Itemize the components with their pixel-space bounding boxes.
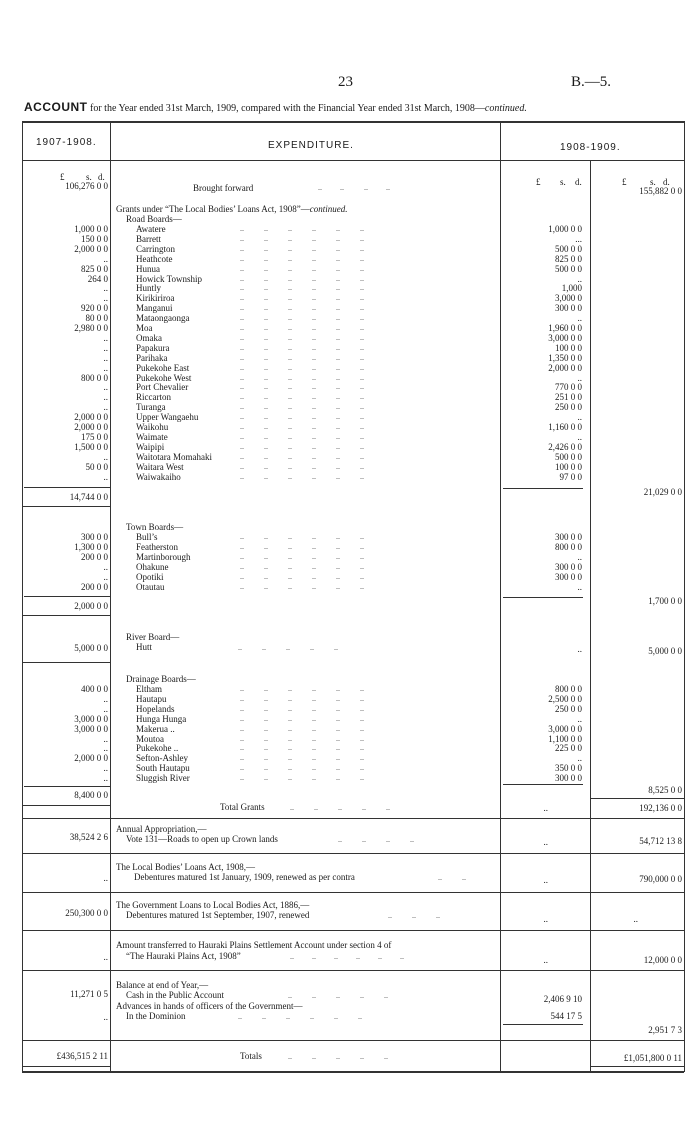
row-cur-amount: .. [577,713,582,724]
row-cur-amount: 300 0 0 [555,571,582,582]
dot-leader: .. .. .. .. .. .. [240,382,364,392]
road-total-cur: 21,029 0 0 [643,487,682,497]
totals-rule-cur [590,1066,684,1067]
row-name: Otautau [136,581,165,592]
balance-sum-rule [503,1024,583,1025]
row-name: Waipipi [136,441,165,452]
dot-leader: .. .. .. .. .. .. [240,352,364,362]
row-prev-amount: .. [103,561,108,572]
grants-heading-italic: continued. [309,204,348,214]
totals-prev: £436,515 2 11 [56,1051,108,1061]
dot-leader: .. .. .. .. .. .. [240,561,364,571]
dot-leader: .. .. .. .. .. [290,803,390,812]
annual-mid: .. [543,837,548,847]
row-cur-amount: .. [577,431,582,442]
annual-prev: 38,524 2 6 [69,832,108,842]
dot-leader: .. .. .. .. .. .. [240,293,364,303]
dot-leader: .. .. .. [388,911,440,920]
hauraki-line2: “The Hauraki Plains Act, 1908” [126,951,241,961]
prev-d: d. [98,172,105,182]
dot-leader: .. .. .. .. .. .. [240,243,364,253]
row-prev-amount: 2,000 0 0 [74,753,108,764]
row-prev-amount: 920 0 0 [81,303,108,314]
row-cur-amount: .. [577,753,582,764]
dot-leader: .. .. .. .. .. .. [240,451,364,461]
header-cur-year: 1908-1909. [560,142,621,153]
row-prev-amount: .. [103,471,108,482]
row-prev-amount: 400 0 0 [81,684,108,694]
row-cur-amount: 500 0 0 [555,451,582,462]
row-prev-amount: 800 0 0 [81,372,108,383]
loans1886-mid: .. [543,914,548,924]
row-cur-amount: 1,000 [561,283,582,294]
table-bottom-rule [22,1071,684,1073]
annual-cur: 54,712 13 8 [639,836,682,846]
balance-line2: Cash in the Public Account [126,990,224,1000]
dot-leader: .. .. .. .. .. .. [240,723,364,733]
row-cur-amount: .. [577,551,582,562]
grants-sum-rule [590,798,684,799]
row-name: Heathcote [136,253,173,264]
dot-leader: .. .. .. .. .. .. [240,253,364,263]
row-prev-amount: 2,000 0 0 [74,412,108,423]
section-rule [22,1040,684,1041]
section-rule [22,892,684,893]
balance-line4: In the Dominion [126,1011,186,1021]
town-total-prev: 2,000 0 0 [74,601,108,611]
section-rule [22,970,684,971]
totals-cur: £1,051,800 0 11 [623,1053,682,1063]
river-name: Hutt [136,642,153,652]
drainage-block-end-rule [22,805,110,806]
row-prev-amount: 200 0 0 [81,581,108,592]
dot-leader: .. .. .. .. .. .. [238,1012,362,1021]
row-name: Port Chevalier [136,382,189,393]
header-expenditure: EXPENDITURE. [268,140,354,151]
table-top-rule [22,121,684,123]
loans1886-prev: 250,300 0 0 [65,908,108,918]
row-cur-amount: 1,000 0 0 [548,224,582,234]
row-name: Pukekohe .. [136,743,179,754]
row-cur-amount: 3,000 0 0 [548,332,582,343]
dot-leader: .. .. .. .. .. .. [240,753,364,763]
loans1908-cur: 790,000 0 0 [639,874,682,884]
row-cur-amount: 225 0 0 [555,743,582,754]
dot-leader: .. .. .. .. [338,835,414,844]
title-lead: ACCOUNT [24,100,88,114]
dot-leader: .. .. .. .. .. .. [240,342,364,352]
dot-leader: .. .. .. .. .. .. [240,441,364,451]
dot-leader: .. .. .. .. .. .. [240,773,364,783]
dot-leader: .. .. .. .. .. .. [240,703,364,713]
row-name: Martinborough [136,551,191,562]
row-cur-amount: 2,500 0 0 [548,693,582,704]
prev-s: s. [86,172,92,182]
dot-leader: .. .. .. .. .. .. [240,372,364,382]
river-block-end-rule [22,662,110,663]
row-cur-amount: 800 0 0 [555,684,582,694]
row-cur-amount: 2,000 0 0 [548,362,582,373]
dot-leader: .. .. .. .. .. .. [240,743,364,753]
river-cur: .. [577,644,582,654]
row-name: Moutoa [136,733,164,744]
row-prev-amount: 1,000 0 0 [74,224,108,234]
brought-forward-prev: 106,276 0 0 [65,181,108,191]
title-italic: continued. [484,103,527,114]
dot-leader: .. .. .. .. .. .. [240,362,364,372]
row-cur-amount: 500 0 0 [555,263,582,274]
row-name: Parihaka [136,352,168,363]
road-subtotal-rule [24,487,110,488]
loans1908-line2: Debentures matured 1st January, 1909, renewed as per contra [134,872,355,882]
loans1908-prev: .. [103,873,108,883]
row-cur-amount: 350 0 0 [555,763,582,774]
row-prev-amount: 2,980 0 0 [74,323,108,333]
row-name: Hopelands [136,703,175,714]
town-block-end-rule [22,615,110,616]
dot-leader: .. .. .. .. .. .. [240,332,364,342]
row-prev-amount: .. [103,342,108,353]
road-cur-rule [503,488,583,489]
row-name: Sluggish River [136,773,190,784]
row-prev-amount: 2,000 0 0 [74,422,108,432]
balance-line3: Advances in hands of officers of the Government— [116,1001,303,1011]
river-total: 5,000 0 0 [648,646,682,656]
row-name: Riccarton [136,392,171,403]
river-board-heading: River Board— [126,632,180,642]
row-prev-amount: .. [103,402,108,413]
row-cur-amount: 100 0 0 [555,461,582,472]
col-rule-3 [590,160,591,1071]
balance-advances: 544 17 5 [550,1011,582,1021]
row-name: Ohakune [136,561,169,572]
balance-cur: 2,951 7 3 [648,1025,682,1035]
balance-prev: 11,271 0 5 [70,989,108,999]
row-prev-amount: .. [103,451,108,462]
row-cur-amount: 250 0 0 [555,402,582,413]
row-name: Hautapu [136,693,167,704]
dot-leader: .. .. .. .. .. .. [290,952,404,961]
row-cur-amount: 1,100 0 0 [548,733,582,744]
row-prev-amount: 150 0 0 [81,233,108,244]
balance-line1: Balance at end of Year,— [116,980,209,990]
row-prev-amount: 2,000 0 0 [74,243,108,254]
total-grants-cur: 192,136 0 0 [639,803,682,813]
dot-leader: .. .. .. .. .. .. [240,551,364,561]
row-name: Papakura [136,342,170,353]
grants-heading [116,204,348,214]
dot-leader: .. .. .. .. .. .. [240,412,364,422]
drainage-cur-rule [503,784,583,785]
row-name: Eltham [136,684,162,694]
row-prev-amount: .. [103,392,108,403]
grants-heading-text: Grants under “The Local Bodies’ Loans Act, 1908”— [116,204,310,214]
drainage-boards-heading: Drainage Boards— [126,674,196,684]
prev-l: £ [60,172,65,182]
drainage-subtotal-rule [24,786,110,787]
town-boards-heading: Town Boards— [126,522,184,532]
row-name: South Hautapu [136,763,190,774]
row-name: Mataongaonga [136,313,190,324]
row-name: Featherston [136,541,178,552]
dot-leader: .. .. [438,873,466,882]
row-cur-amount: ... [575,233,582,244]
dot-leader: .. .. .. .. .. .. [240,461,364,471]
balance-cash: 2,406 9 10 [543,994,582,1004]
row-name: Moa [136,323,153,333]
row-prev-amount: 200 0 0 [81,551,108,562]
row-name: Turanga [136,402,166,413]
row-cur-amount: 100 0 0 [555,342,582,353]
loans1908-mid: .. [543,875,548,885]
row-name: Waiwakaiho [136,471,181,482]
row-cur-amount: .. [577,412,582,423]
dot-leader: .. .. .. .. .. .. [240,763,364,773]
dot-leader: .. .. .. .. .. .. [240,263,364,273]
dot-leader: .. .. .. .. .. .. [240,693,364,703]
row-prev-amount: 50 0 0 [85,461,108,472]
road-block-end-rule [22,506,110,507]
hauraki-mid: .. [543,955,548,965]
row-cur-amount: 770 0 0 [555,382,582,393]
row-name: Omaka [136,332,162,343]
row-name: Makerua .. [136,723,175,734]
row-name: Awatere [136,224,166,234]
row-cur-amount: 300 0 0 [555,303,582,314]
row-name: Bull’s [136,532,158,542]
dot-leader: .. .. .. .. .. .. [240,303,364,313]
header-rule [22,160,684,161]
row-prev-amount: 3,000 0 0 [74,723,108,734]
dot-leader: .. .. .. .. .. .. [240,541,364,551]
account-title [24,100,527,114]
row-name: Carrington [136,243,175,254]
row-cur-amount: 300 0 0 [555,532,582,542]
row-prev-amount: .. [103,253,108,264]
row-name: Waikohu [136,422,169,432]
row-prev-amount: .. [103,332,108,343]
totals-rule-prev [22,1066,110,1067]
row-cur-amount: .. [577,273,582,284]
river-prev: 5,000 0 0 [74,643,108,653]
row-prev-amount: 1,500 0 0 [74,441,108,452]
dot-leader: .. .. .. .. .. .. [240,313,364,323]
loans1886-line1: The Government Loans to Local Bodies Act, 1886,— [116,900,310,910]
row-name: Huntly [136,283,162,294]
loans1886-cur: .. [633,914,638,924]
row-name: Barrett [136,233,161,244]
row-prev-amount: .. [103,763,108,774]
row-name: Waitotara Momahaki [136,451,212,462]
row-cur-amount: 251 0 0 [555,392,582,403]
total-grants-label: Total Grants [220,802,265,812]
row-prev-amount: .. [103,693,108,704]
mid-d: d. [575,177,582,187]
drainage-total-prev: 8,400 0 0 [74,790,108,800]
row-name: Pukekohe East [136,362,190,373]
row-cur-amount: 1,960 0 0 [548,323,582,333]
dot-leader: .. .. .. .. .. .. [240,733,364,743]
row-prev-amount: .. [103,293,108,304]
cur-l: £ [622,177,627,187]
row-cur-amount: 800 0 0 [555,541,582,552]
row-cur-amount: 97 0 0 [559,471,582,482]
row-cur-amount: 500 0 0 [555,243,582,254]
brought-forward-label: Brought forward [193,183,254,193]
row-prev-amount: .. [103,733,108,744]
section-rule [22,818,684,819]
dot-leader: .. .. .. .. .. .. [240,422,364,431]
town-subtotal-rule [24,596,110,597]
dot-leader: .. .. .. .. .. .. [240,532,364,541]
row-cur-amount: 1,350 0 0 [548,352,582,363]
page-code: B.—5. [571,74,612,90]
row-name: Waimate [136,431,168,442]
cur-s: s. [650,177,656,187]
hauraki-cur: 12,000 0 0 [643,955,682,965]
dot-leader: .. .. .. .. .. [288,991,388,1000]
town-cur-rule [503,597,583,598]
row-cur-amount: 300 0 0 [555,773,582,784]
loans1886-line2: Debentures matured 1st September, 1907, renewed [126,910,310,920]
hauraki-prev: .. [103,952,108,962]
row-prev-amount: .. [103,352,108,363]
row-name: Howick Township [136,273,202,284]
row-prev-amount: 175 0 0 [81,431,108,442]
row-prev-amount: 825 0 0 [81,263,108,274]
row-prev-amount: .. [103,362,108,373]
dot-leader: .. .. .. .. .. [288,1052,388,1061]
dot-leader: .. .. .. .. .. .. [240,431,364,441]
row-name: Waitara West [136,461,184,472]
row-cur-amount: .. [577,313,582,324]
row-prev-amount: .. [103,743,108,754]
drainage-total-cur: 8,525 0 0 [648,785,682,795]
dot-leader: .. .. .. .. .. .. [240,283,364,293]
row-name: Pukekohe West [136,372,192,383]
dot-leader: .. .. .. .. [318,183,390,192]
row-name: Hunga Hunga [136,713,187,724]
row-name: Opotiki [136,571,164,582]
page-number: 23 [338,74,353,90]
row-prev-amount: .. [103,382,108,393]
loans1908-line1: The Local Bodies’ Loans Act, 1908,— [116,862,256,872]
annual-line2: Vote 131—Roads to open up Crown lands [126,834,278,844]
row-name: Hunua [136,263,160,274]
cur-d: d. [663,177,670,187]
brought-forward-cur: 155,882 0 0 [639,186,682,196]
dot-leader: .. .. .. .. .. .. [240,273,364,283]
section-rule [22,930,684,931]
totals-label: Totals [240,1051,262,1061]
row-prev-amount: .. [103,283,108,294]
dot-leader: .. .. .. .. .. .. [240,392,364,402]
row-name: Sefton-Ashley [136,753,188,764]
row-prev-amount: .. [103,571,108,582]
road-boards-heading: Road Boards— [126,214,182,224]
row-cur-amount: 300 0 0 [555,561,582,572]
dot-leader: .. .. .. .. .. [238,643,338,652]
town-total-cur: 1,700 0 0 [648,596,682,606]
table-right-border [684,121,685,1072]
title-rest: for the Year ended 31st March, 1909, compared with the Financial Year ended 31st March, 1908— [87,103,485,114]
mid-l: £ [536,177,541,187]
row-cur-amount: .. [577,581,582,592]
row-cur-amount: 1,160 0 0 [548,422,582,432]
row-cur-amount: 3,000 0 0 [548,723,582,734]
row-name: Kirikiriroa [136,293,175,304]
hauraki-line1: Amount transferred to Hauraki Plains Settlement Account under section 4 of [116,940,392,950]
row-cur-amount: 250 0 0 [555,703,582,714]
row-prev-amount: 3,000 0 0 [74,713,108,724]
dot-leader: .. .. .. .. .. .. [240,713,364,723]
row-name: Manganui [136,303,173,314]
row-cur-amount: 3,000 0 [555,293,582,304]
dot-leader: .. .. .. .. .. .. [240,402,364,412]
dot-leader: .. .. .. .. .. .. [240,571,364,581]
dot-leader: .. .. .. .. .. .. [240,581,364,591]
header-prev-year: 1907-1908. [36,137,97,148]
annual-line1: Annual Appropriation,— [116,824,207,834]
row-cur-amount: .. [577,372,582,383]
row-prev-amount: 300 0 0 [81,532,108,542]
row-prev-amount: .. [103,773,108,784]
row-prev-amount: 1,300 0 0 [74,541,108,552]
row-prev-amount: 80 0 0 [85,313,108,324]
row-cur-amount: 825 0 0 [555,253,582,264]
dot-leader: .. .. .. .. .. .. [240,233,364,243]
road-total-prev: 14,744 0 0 [69,492,108,502]
row-prev-amount: 264 0 [87,273,108,284]
mid-s: s. [560,177,566,187]
dot-leader: .. .. .. .. .. .. [240,471,364,481]
dot-leader: .. .. .. .. .. .. [240,224,364,233]
dot-leader: .. .. .. .. .. .. [240,323,364,332]
dot-leader: .. .. .. .. .. .. [240,684,364,693]
section-rule [22,853,684,854]
row-prev-amount: .. [103,703,108,714]
total-grants-mid: .. [543,803,548,813]
row-cur-amount: 2,426 0 0 [548,441,582,452]
row-name: Upper Wangaehu [136,412,199,423]
balance-prev2: .. [103,1012,108,1022]
